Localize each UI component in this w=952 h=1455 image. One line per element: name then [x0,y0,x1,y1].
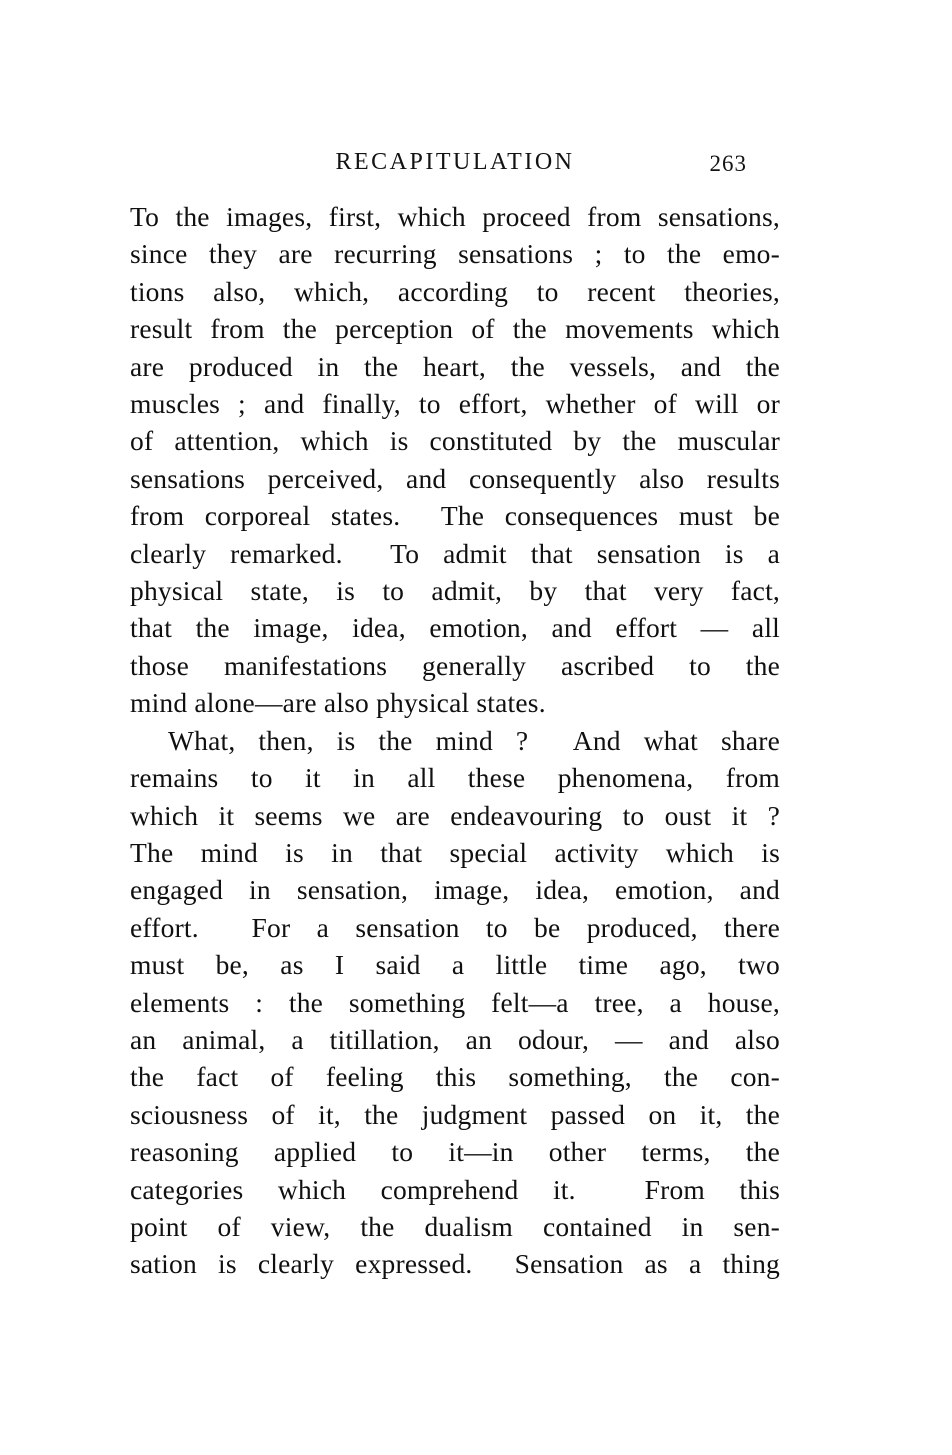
text-line: reasoning applied to it—in other terms, the [130,1136,780,1168]
text-line: What, then, is the mind ? And what share [168,724,780,756]
text-line: are produced in the heart, the vessels, and the [130,350,780,382]
text-line: result from the perception of the movements which [130,313,780,345]
text-line: sensations perceived, and consequently also results [130,462,780,494]
text-line: tions also, which, according to recent theories, [130,275,780,307]
text-line: effort. For a sensation to be produced, there [130,911,780,943]
text-line: muscles ; and finally, to effort, whether of will or [130,388,780,420]
text-line: those manifestations generally ascribed to the [130,649,780,681]
text-line: engaged in sensation, image, idea, emotion, and [130,874,780,906]
text-line: sation is clearly expressed. Sensation as a thing [130,1248,780,1280]
text-line: elements : the something felt—a tree, a house, [130,986,780,1018]
text-line: To the images, first, which proceed from sensations, [130,201,780,232]
text-line: clearly remarked. To admit that sensation is a [130,537,780,569]
text-line: since they are recurring sensations ; to the emo- [130,238,780,270]
text-line: that the image, idea, emotion, and effort — all [130,612,780,644]
text-line: categories which comprehend it. From this [130,1173,780,1205]
page-header [130,149,780,181]
text-line: the fact of feeling this something, the con- [130,1061,780,1093]
text-line: from corporeal states. The consequences must be [130,500,780,532]
text-line: of attention, which is constituted by the muscular [130,425,780,457]
running-head-title: RECAPITULATION [335,149,575,175]
text-line: point of view, the dualism contained in sen- [130,1210,780,1242]
text-line: mind alone—are also physical states. [130,687,546,719]
page-number: 263 [709,151,747,176]
text-line: which it seems we are endeavouring to oust it ? [130,799,780,831]
text-line: The mind is in that special activity which is [130,836,780,868]
text-block [130,198,780,1283]
text-line: must be, as I said a little time ago, two [130,949,780,981]
text-line: physical state, is to admit, by that very fact, [130,575,780,607]
text-line: remains to it in all these phenomena, from [130,762,780,794]
text-line: sciousness of it, the judgment passed on it, the [130,1098,780,1130]
text-line: an animal, a titillation, an odour, — and also [130,1023,780,1055]
paragraph [130,198,780,722]
paragraph [130,722,780,1283]
